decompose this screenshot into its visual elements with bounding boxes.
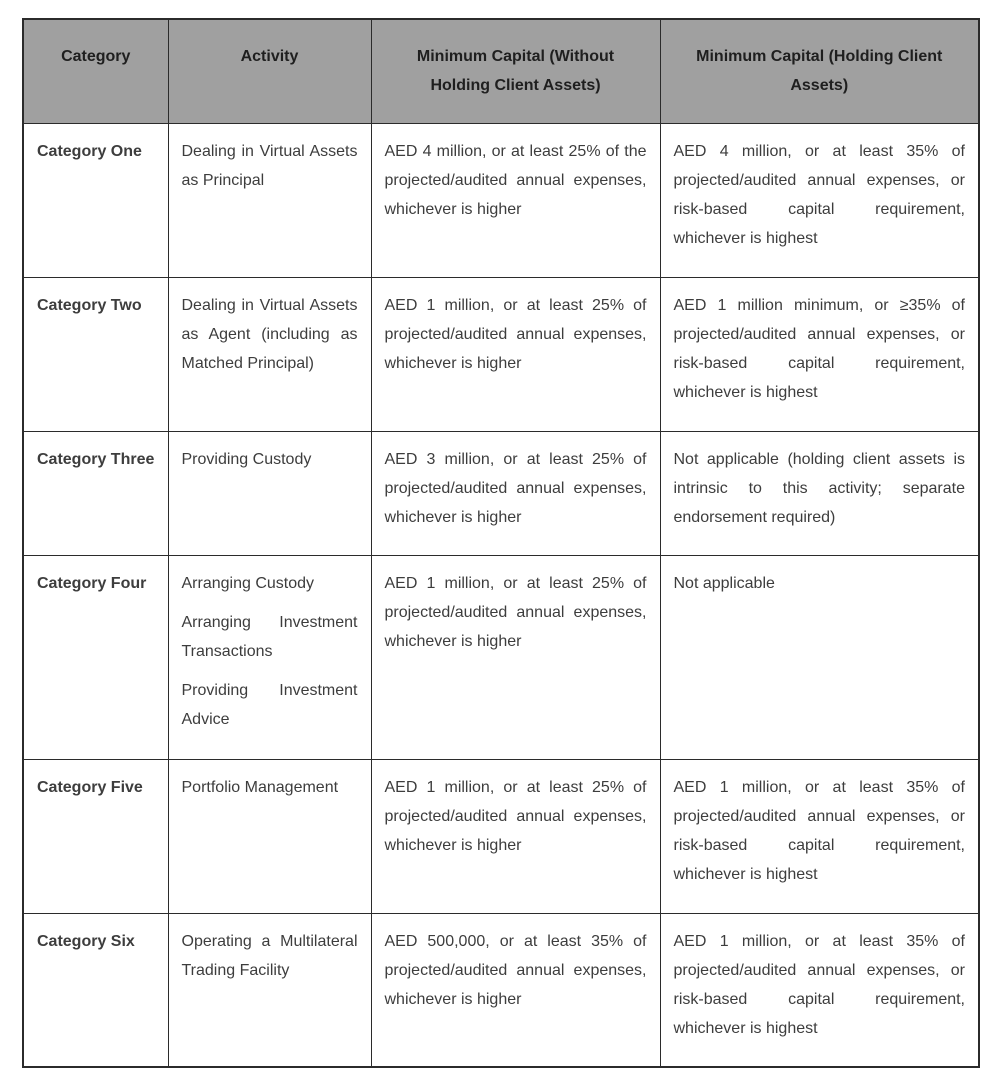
table-row-category-one <box>23 123 979 277</box>
table-row-category-six <box>23 913 979 1067</box>
capital-holding-cell <box>660 759 979 913</box>
capital-without-cell <box>371 913 660 1067</box>
table-row-category-five <box>23 759 979 913</box>
capital-holding-text: Not applicable (holding client assets is intrinsic to this activity; separate endorsement required) <box>673 450 965 526</box>
header-capital-without: Minimum Capital (Without Holding Client Assets) <box>371 19 660 123</box>
capital-holding-text: AED 1 million, or at least 35% of projected/audited annual expenses, or risk-based capital requirement, whichever is highest <box>673 778 965 883</box>
table-row-category-four <box>23 555 979 759</box>
capital-holding-cell <box>660 277 979 431</box>
activity-item: Providing Custody <box>181 450 312 468</box>
capital-holding-text: AED 1 million minimum, or ≥35% of projected/audited annual expenses, or risk-based capital requirement, whichever is highest <box>673 296 965 401</box>
capital-requirements-table <box>22 18 980 1068</box>
capital-holding-text: AED 4 million, or at least 35% of projected/audited annual expenses, or risk-based capital requirement, whichever is highest <box>673 142 965 247</box>
activity-cell <box>168 277 371 431</box>
capital-without-cell <box>371 277 660 431</box>
activity-item: Dealing in Virtual Assets as Principal <box>181 142 358 189</box>
header-row <box>23 19 979 123</box>
table-row-category-three <box>23 431 979 555</box>
header-category: Category <box>23 19 168 123</box>
capital-requirements-table-container <box>22 18 978 1068</box>
capital-without-text: AED 500,000, or at least 35% of projected/audited annual expenses, whichever is higher <box>384 932 647 1008</box>
category-cell: Category Five <box>23 759 168 913</box>
activity-item: Arranging Custody <box>181 574 315 592</box>
capital-holding-text: Not applicable <box>673 574 775 592</box>
activity-cell <box>168 759 371 913</box>
activity-item: Portfolio Management <box>181 778 339 796</box>
activity-item: Arranging Investment Transactions <box>181 613 358 660</box>
activity-item: Providing Investment Advice <box>181 681 358 728</box>
capital-without-cell <box>371 123 660 277</box>
capital-without-text: AED 3 million, or at least 25% of projected/audited annual expenses, whichever is higher <box>384 450 647 526</box>
table-row-category-two <box>23 277 979 431</box>
category-cell: Category One <box>23 123 168 277</box>
activity-cell <box>168 555 371 759</box>
activity-cell <box>168 123 371 277</box>
activity-item: Operating a Multilateral Trading Facility <box>181 932 358 979</box>
header-capital-holding: Minimum Capital (Holding Client Assets) <box>660 19 979 123</box>
category-cell: Category Three <box>23 431 168 555</box>
capital-holding-cell <box>660 123 979 277</box>
capital-holding-cell <box>660 913 979 1067</box>
activity-item: Dealing in Virtual Assets as Agent (including as Matched Principal) <box>181 296 358 372</box>
capital-without-text: AED 4 million, or at least 25% of the projected/audited annual expenses, whichever is higher <box>384 142 647 218</box>
capital-without-cell <box>371 431 660 555</box>
capital-without-text: AED 1 million, or at least 25% of projected/audited annual expenses, whichever is higher <box>384 296 647 372</box>
category-cell: Category Six <box>23 913 168 1067</box>
capital-without-text: AED 1 million, or at least 25% of projected/audited annual expenses, whichever is higher <box>384 574 647 650</box>
capital-holding-cell <box>660 431 979 555</box>
header-activity: Activity <box>168 19 371 123</box>
activity-cell <box>168 431 371 555</box>
capital-holding-cell <box>660 555 979 759</box>
capital-without-text: AED 1 million, or at least 25% of projected/audited annual expenses, whichever is higher <box>384 778 647 854</box>
capital-without-cell <box>371 759 660 913</box>
category-cell: Category Two <box>23 277 168 431</box>
capital-without-cell <box>371 555 660 759</box>
activity-cell <box>168 913 371 1067</box>
capital-holding-text: AED 1 million, or at least 35% of projected/audited annual expenses, or risk-based capital requirement, whichever is highest <box>673 932 965 1037</box>
category-cell: Category Four <box>23 555 168 759</box>
